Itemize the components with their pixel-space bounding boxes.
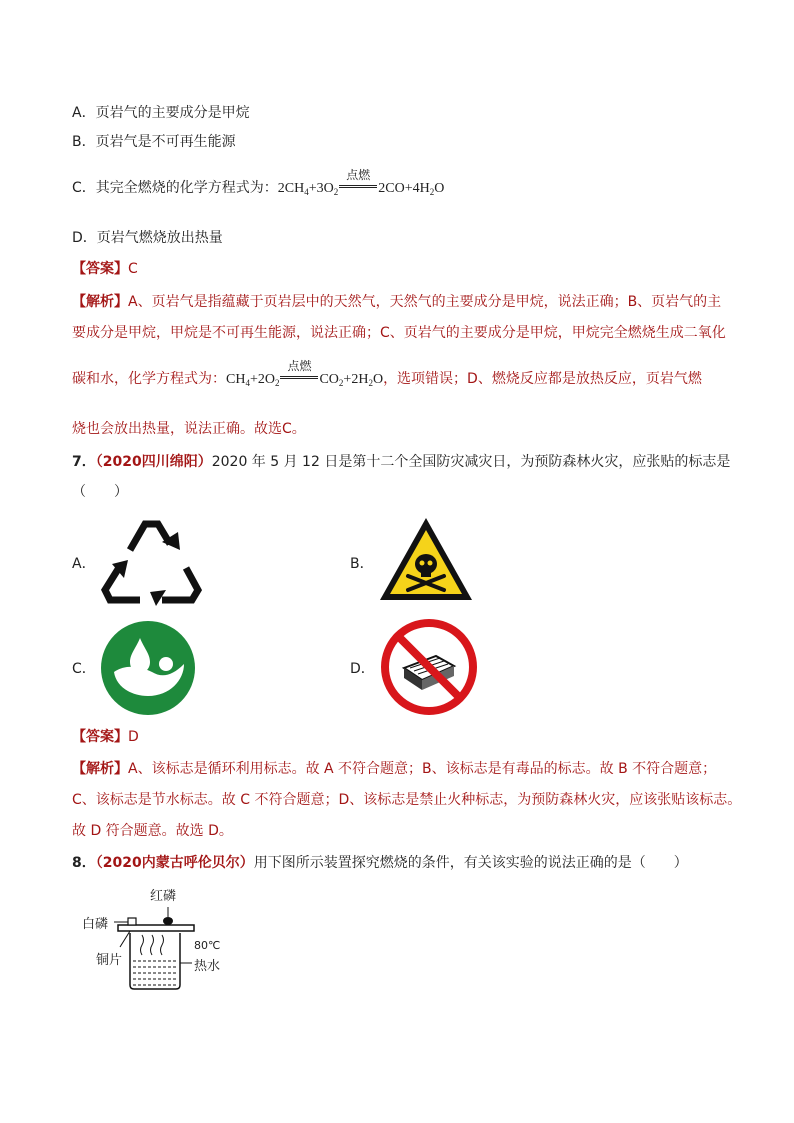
option-c-prefix: C．其完全燃烧的化学方程式为： — [72, 180, 278, 196]
q7-stem: 7．（2020四川绵阳）2020 年 5 月 12 日是第十二个全国防灾减灾日，为预防森林火灾，应张贴的标志是 — [72, 454, 731, 470]
option-c — [72, 168, 445, 203]
analysis-equation: $CH_4+2O_2$ 点燃 $CO_2+2H_2O$ — [226, 359, 384, 388]
label-hot-water: 热水 — [194, 959, 221, 974]
label-copper-sheet: 铜片 — [96, 953, 123, 968]
option-d: D．页岩气燃烧放出热量 — [72, 230, 223, 246]
toxic-warning-icon — [378, 516, 474, 602]
q7-analysis-line3: 故 D 符合题意。故选 D。 — [72, 823, 233, 839]
option-c-equation: $2CH_4+3O_2$ 点燃 $2CO+4H_2O$ — [278, 181, 445, 196]
q7-label-b: B． — [350, 556, 374, 572]
q7-label-d: D． — [350, 661, 375, 677]
no-fire-matches-icon — [380, 618, 478, 716]
option-b: B．页岩气是不可再生能源 — [72, 134, 236, 150]
combustion-apparatus-diagram — [78, 885, 238, 995]
label-white-phosphorus: 白磷 — [82, 917, 109, 932]
q6-answer: 【答案】C — [72, 261, 138, 277]
q8-stem: 8．（2020内蒙古呼伦贝尔）用下图所示装置探究燃烧的条件，有关该实验的说法正确的是（ ） — [72, 855, 688, 871]
q6-analysis-line2: 要成分是甲烷，甲烷是不可再生能源，说法正确；C、页岩气的主要成分是甲烷，甲烷完全燃烧生成二氧化 — [72, 325, 726, 341]
option-a: A．页岩气的主要成分是甲烷 — [72, 105, 250, 121]
q7-analysis-line1: 【解析】A、该标志是循环利用标志。故 A 不符合题意；B、该标志是有毒品的标志。故 B 不符合题意； — [72, 761, 717, 777]
q7-label-a: A． — [72, 556, 96, 572]
q7-label-c: C． — [72, 661, 96, 677]
q7-analysis-line2: C、该标志是节水标志。故 C 不符合题意；D、该标志是禁止火种标志，为预防森林火灾，应该张贴该标志。 — [72, 792, 742, 808]
reaction-condition: 点燃 — [346, 168, 371, 182]
water-saving-icon — [100, 620, 196, 716]
q7-answer: 【答案】D — [72, 729, 139, 745]
q6-analysis-line3: 碳和水，化学方程式为：$CH_4+2O_2$ 点燃 $CO_2+2H_2O$，选项错误；D、燃烧反应都是放热反应，页岩气燃 — [72, 359, 702, 388]
recycle-icon — [100, 512, 204, 606]
label-temperature: 80℃ — [194, 939, 221, 952]
q7-blank: （ ） — [72, 484, 128, 500]
label-red-phosphorus: 红磷 — [150, 889, 177, 904]
q6-analysis-line4: 烧也会放出热量，说法正确。故选C。 — [72, 421, 306, 437]
q6-analysis-line1: 【解析】A、页岩气是指蕴藏于页岩层中的天然气，天然气的主要成分是甲烷，说法正确；B、页岩气的主 — [72, 294, 722, 310]
